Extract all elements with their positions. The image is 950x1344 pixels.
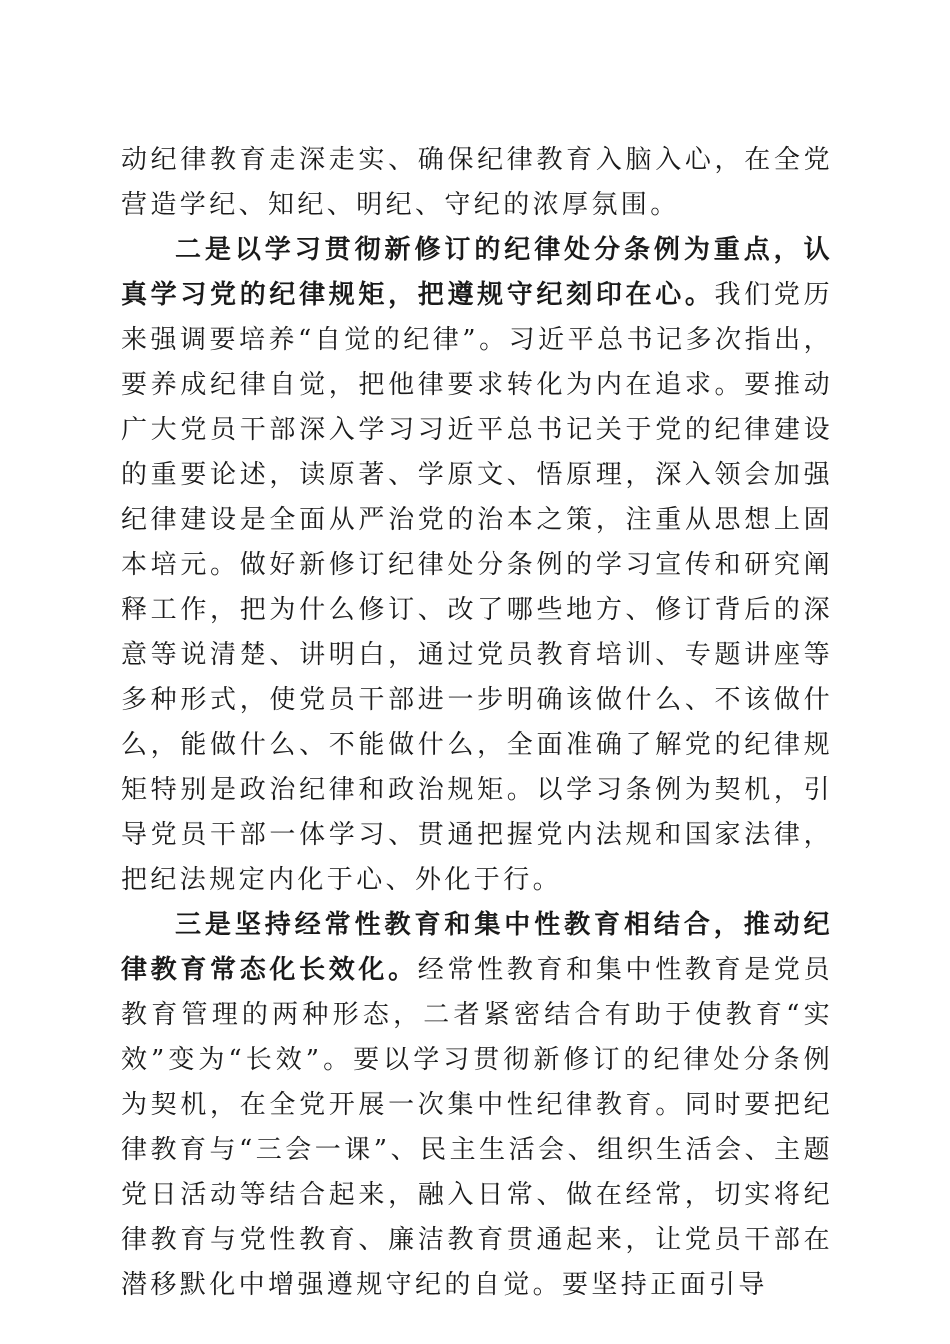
paragraph-lead-heading: 二是以学习贯彻新修订的纪律处分条例为重点，认真学习党的纪律规矩，把遵规守纪刻印在心。 — [121, 235, 833, 310]
paragraph-body: 经常性教育和集中性教育是党员教育管理的两种形态，二者紧密结合有助于使教育“实效”变为“长效”。要以学习贯彻新修订的纪律处分条例为契机，在全党开展一次集中性纪律教育。同时要把纪律教育与“三会一课”、民主生活会、组织生活会、主题党日活动等结合起来，融入日常、做在经常，切实将纪律教育与党性教育、廉洁教育贯通起来，让党员干部在潜移默化中增强遵规守纪的自觉。要坚持正面引导 — [121, 955, 833, 1300]
paragraph-point-two — [121, 228, 833, 903]
paragraph-point-three — [121, 903, 833, 1308]
paragraph-lead-heading: 三是坚持经常性教育和集中性教育相结合，推动纪律教育常态化长效化。 — [121, 910, 833, 985]
document-body — [121, 138, 833, 1308]
paragraph-body: 动纪律教育走深走实、确保纪律教育入脑入心，在全党营造学纪、知纪、明纪、守纪的浓厚氛围。 — [121, 145, 833, 220]
paragraph-body: 我们党历来强调要培养“自觉的纪律”。习近平总书记多次指出，要养成纪律自觉，把他律要求转化为内在追求。要推动广大党员干部深入学习习近平总书记关于党的纪律建设的重要论述，读原著、学原文、悟原理，深入领会加强纪律建设是全面从严治党的治本之策，注重从思想上固本培元。做好新修订纪律处分条例的学习宣传和研究阐释工作，把为什么修订、改了哪些地方、修订背后的深意等说清楚、讲明白，通过党员教育培训、专题讲座等多种形式，使党员干部进一步明确该做什么、不该做什么，能做什么、不能做什么，全面准确了解党的纪律规矩特别是政治纪律和政治规矩。以学习条例为契机，引导党员干部一体学习、贯通把握党内法规和国家法律，把纪法规定内化于心、外化于行。 — [121, 280, 833, 895]
paragraph-continuation — [121, 138, 833, 228]
